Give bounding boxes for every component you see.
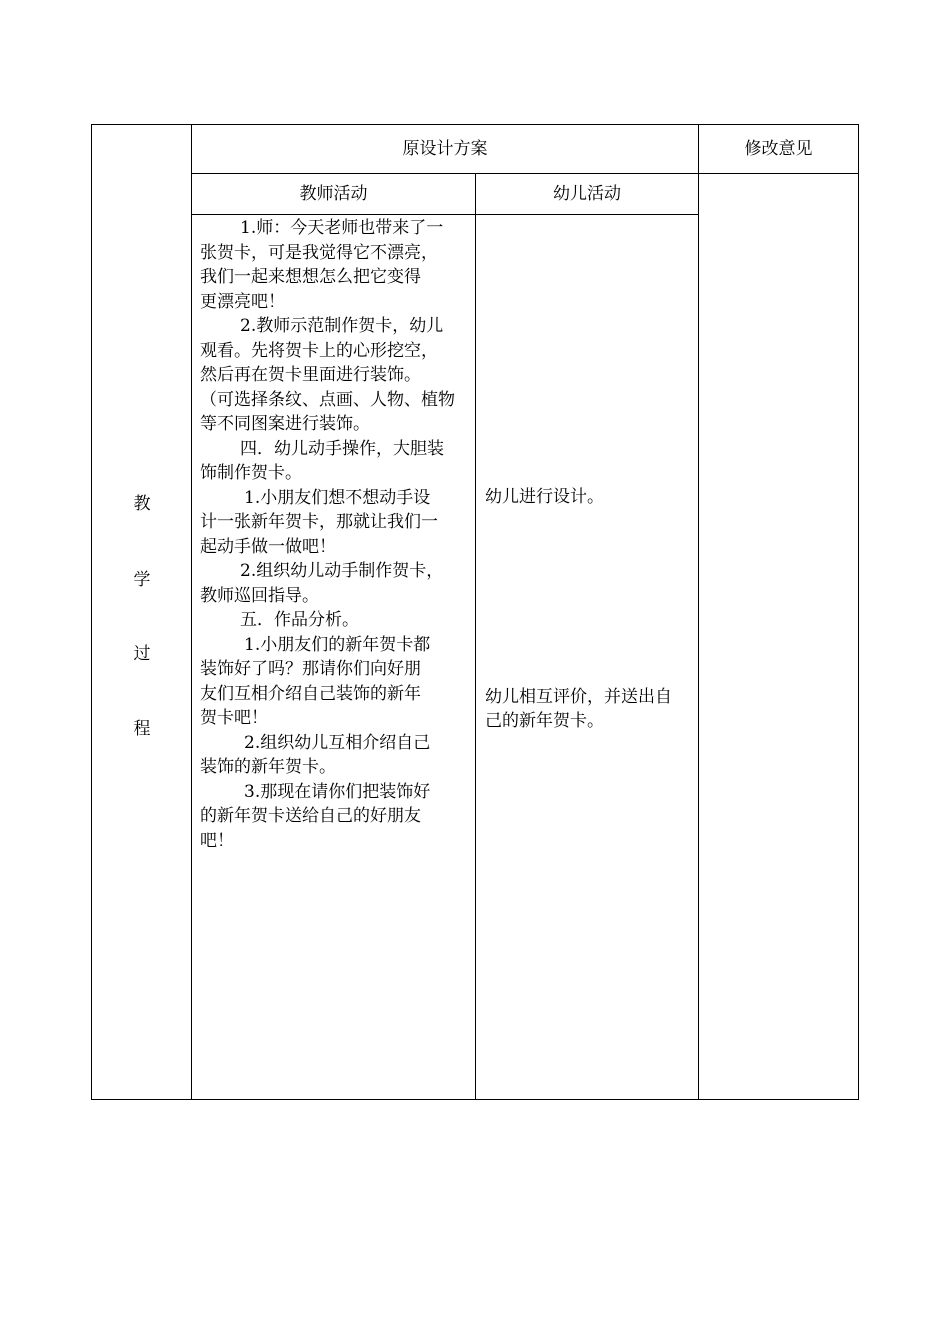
teacher-activity-line: 教师巡回指导。	[200, 585, 319, 606]
table-rule-header	[191, 173, 859, 174]
teacher-activity-line: 友们互相介绍自己装饰的新年	[200, 683, 421, 704]
teacher-activity-line: 的新年贺卡送给自己的好朋友	[200, 806, 421, 826]
section-label-char: 过	[133, 644, 151, 664]
teacher-activity-line: 装饰好了吗？那请你们向好朋	[200, 659, 421, 679]
teacher-activity-line: 2.组织幼儿动手制作贺卡，	[240, 561, 444, 581]
teacher-activity-line: 观看。先将贺卡上的心形挖空，	[200, 340, 438, 361]
table-border-right	[858, 124, 859, 1100]
teacher-activity-line: 张贺卡，可是我觉得它不漂亮，	[200, 242, 438, 263]
teacher-activity-text	[200, 216, 472, 853]
teacher-activity-line: 我们一起来想想怎么把它变得	[200, 267, 421, 287]
table-divider-teacher-child	[475, 173, 476, 1100]
teacher-activity-line: 五．作品分析。	[240, 610, 359, 630]
header-teacher-activity: 教师活动	[299, 184, 368, 204]
table-rule-subheader	[191, 214, 699, 215]
teacher-activity-line: 2.组织幼儿互相介绍自己	[244, 732, 431, 753]
section-label-char: 教	[133, 494, 151, 514]
child-activity-design: 幼儿进行设计。	[485, 487, 604, 507]
header-plan: 原设计方案	[402, 139, 488, 159]
table-divider-revision	[698, 124, 699, 1100]
section-label-char: 程	[133, 719, 151, 739]
child-activity-evaluate-line1: 幼儿相互评价，并送出自	[485, 687, 672, 707]
teacher-activity-line: 吧！	[200, 830, 234, 851]
teacher-activity-line: 2.教师示范制作贺卡，幼儿	[240, 316, 444, 336]
teacher-activity-line: 更漂亮吧！	[200, 291, 285, 312]
teacher-activity-line: 1.师：今天老师也带来了一	[240, 218, 444, 238]
teacher-activity-line: 1.小朋友们的新年贺卡都	[244, 634, 431, 655]
teacher-activity-line: 装饰的新年贺卡。	[200, 757, 336, 777]
teacher-activity-line: 贺卡吧！	[200, 708, 268, 728]
table-border-top	[91, 124, 859, 125]
teacher-activity-line: 等不同图案进行装饰。	[200, 414, 370, 434]
teacher-activity-line: （可选择条纹、点画、人物、植物	[200, 389, 455, 410]
teacher-activity-line: 3.那现在请你们把装饰好	[244, 781, 431, 802]
teacher-activity-line: 计一张新年贺卡，那就让我们一	[200, 512, 438, 532]
teacher-activity-line: 饰制作贺卡。	[200, 463, 302, 483]
table-border-left	[91, 124, 92, 1100]
section-label-char: 学	[133, 570, 151, 590]
table-divider-label	[191, 124, 192, 1100]
header-child-activity: 幼儿活动	[553, 184, 621, 204]
teacher-activity-line: 然后再在贺卡里面进行装饰。	[200, 365, 421, 385]
child-activity-evaluate-line2: 己的新年贺卡。	[485, 711, 604, 731]
header-revision: 修改意见	[744, 139, 813, 159]
teacher-activity-line: 1.小朋友们想不想动手设	[244, 487, 431, 508]
teacher-activity-line: 起动手做一做吧！	[200, 536, 336, 557]
teacher-activity-line: 四．幼儿动手操作，大胆装	[240, 438, 444, 459]
